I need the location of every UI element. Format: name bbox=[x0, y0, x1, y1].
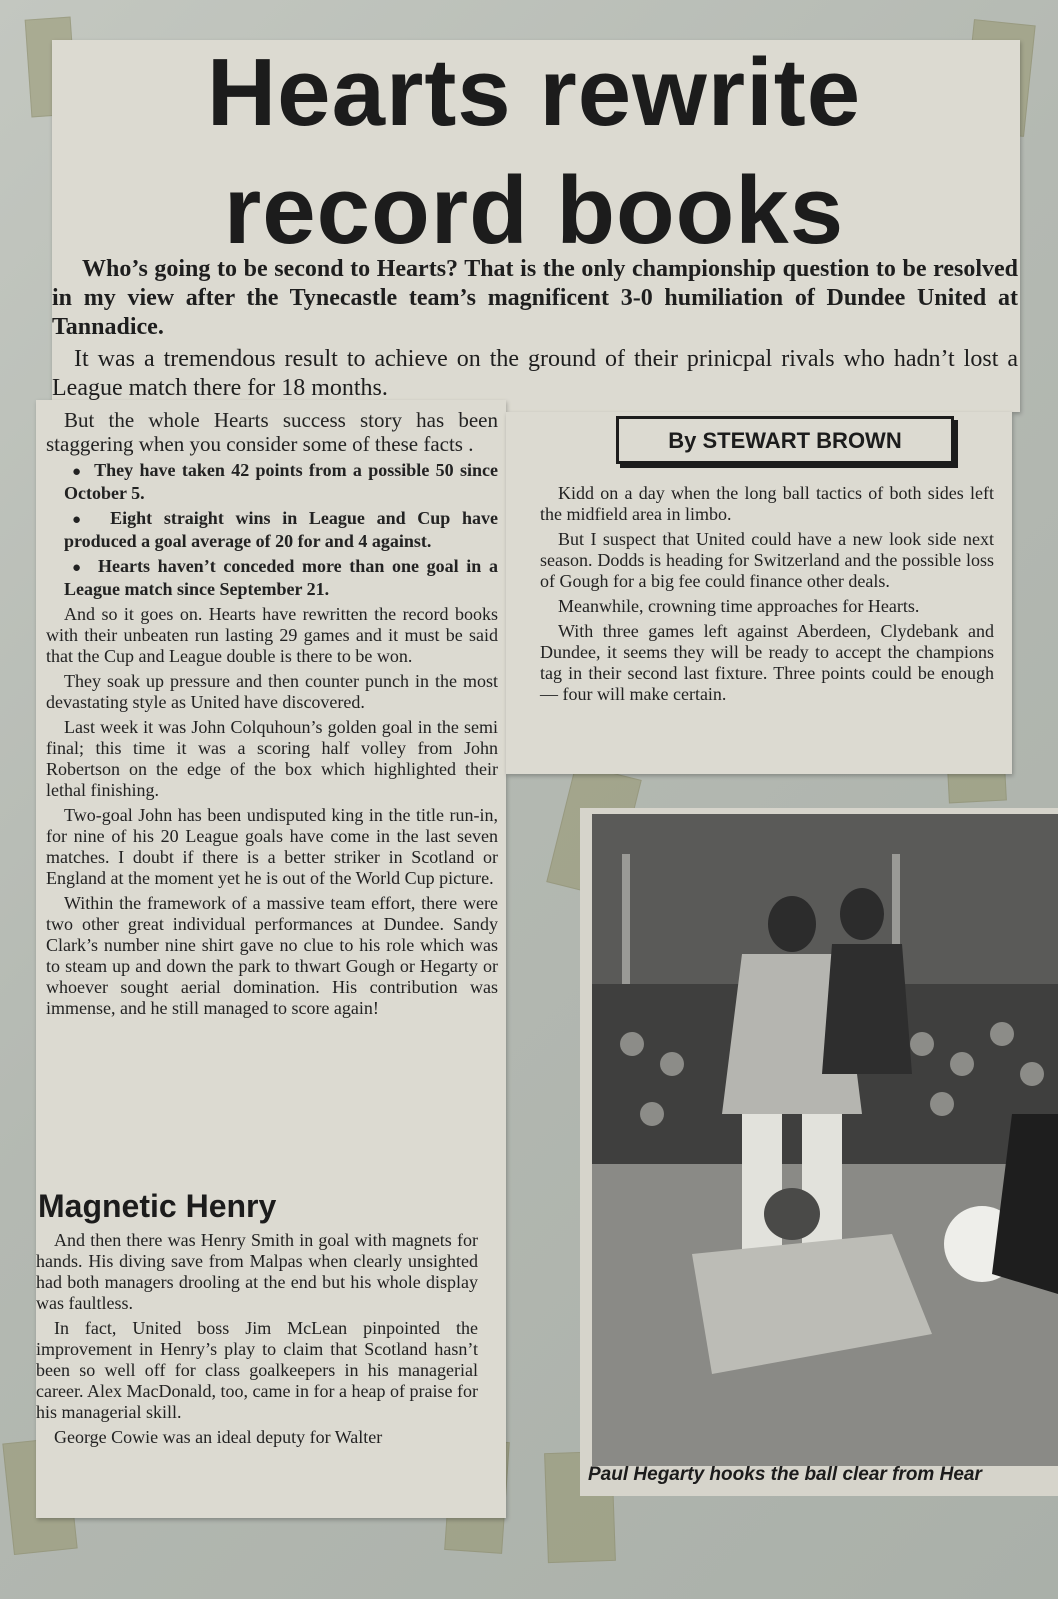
lead-paragraph: Who’s going to be second to Hearts? That is the only championship question to be resolved in my view after the Tynecastle team’s magnificent 3-0 humiliation of Dundee United at Tannadice. bbox=[52, 256, 1018, 340]
body-paragraph: Kidd on a day when the long ball tactics of both sides left the midfield area in limbo. bbox=[540, 483, 994, 524]
left-column bbox=[46, 408, 498, 1023]
subheading: Magnetic Henry bbox=[38, 1188, 277, 1224]
body-paragraph: In fact, United boss Jim McLean pinpointed the improvement in Henry’s play to claim that Scotland hasn’t been so well off for class goalkeepers in his managerial career. Alex MacDonald, too, came in for a heap of praise for his managerial skill. bbox=[36, 1318, 478, 1422]
fact-item: ● They have taken 42 points from a possible 50 since October 5. bbox=[46, 460, 498, 504]
lead-paragraph-2: It was a tremendous result to achieve on the ground of their prinicpal rivals who hadn’t lost a League match there for 18 months. bbox=[52, 346, 1018, 401]
fact-item: ● Eight straight wins in League and Cup have produced a goal average of 20 for and 4 against. bbox=[46, 508, 498, 552]
body-paragraph: Within the framework of a massive team effort, there were two other great individual performances at Dundee. Sandy Clark’s number nine shirt gave no clue to his role which was to steam up and down the park to thwart Gough or Hegarty or whoever sought aerial domination. His contribution was immense, and he still managed to score again! bbox=[46, 893, 498, 1018]
body-paragraph: And then there was Henry Smith in goal with magnets for hands. His diving save from Malpas when clearly unsighted had both managers drooling at the end but his whole display was faultless. bbox=[36, 1230, 478, 1313]
headline bbox=[60, 34, 1008, 270]
byline-box: By STEWART BROWN bbox=[616, 416, 954, 464]
body-paragraph: But I suspect that United could have a new look side next season. Dodds is heading for Switzerland and the possible loss of Gough for a big fee could finance other deals. bbox=[540, 529, 994, 591]
photo-clipping bbox=[580, 808, 1058, 1496]
right-column bbox=[540, 483, 994, 709]
fact-item: ● Hearts haven’t conceded more than one goal in a League match since September 21. bbox=[46, 556, 498, 600]
body-paragraph: They soak up pressure and then counter punch in the most devastating style as United have discovered. bbox=[46, 671, 498, 712]
henry-column bbox=[36, 1230, 478, 1452]
body-paragraph: With three games left against Aberdeen, Clydebank and Dundee, it seems they will be ready to accept the champions tag in their second last fixture. Three points could be enough — four will make certain. bbox=[540, 621, 994, 704]
match-photo bbox=[592, 814, 1058, 1466]
photo-caption: Paul Hegarty hooks the ball clear from Hear bbox=[588, 1464, 982, 1485]
body-paragraph: And so it goes on. Hearts have rewritten the record books with their unbeaten run lasting 29 games and it must be said that the Cup and League double is there to be won. bbox=[46, 604, 498, 666]
body-paragraph: Two-goal John has been undisputed king in the title run-in, for nine of his 20 League goals have come in the last seven matches. I doubt if there is a better striker in Scotland or England at the moment yet he is out of the World Cup picture. bbox=[46, 805, 498, 888]
match-photo-illustration bbox=[592, 814, 1058, 1466]
intro-paragraph: But the whole Hearts success story has been staggering when you consider some of these facts . bbox=[46, 408, 498, 456]
body-paragraph: George Cowie was an ideal deputy for Walter bbox=[54, 1427, 383, 1447]
headline-line-2: record books bbox=[223, 157, 845, 264]
headline-line-1: Hearts rewrite bbox=[206, 39, 862, 146]
body-paragraph: Meanwhile, crowning time approaches for Hearts. bbox=[558, 596, 920, 616]
body-paragraph: Last week it was John Colquhoun’s golden goal in the semi final; this time it was a scoring half volley from John Robertson on the edge of the box which highlighted their lethal finishing. bbox=[46, 717, 498, 800]
